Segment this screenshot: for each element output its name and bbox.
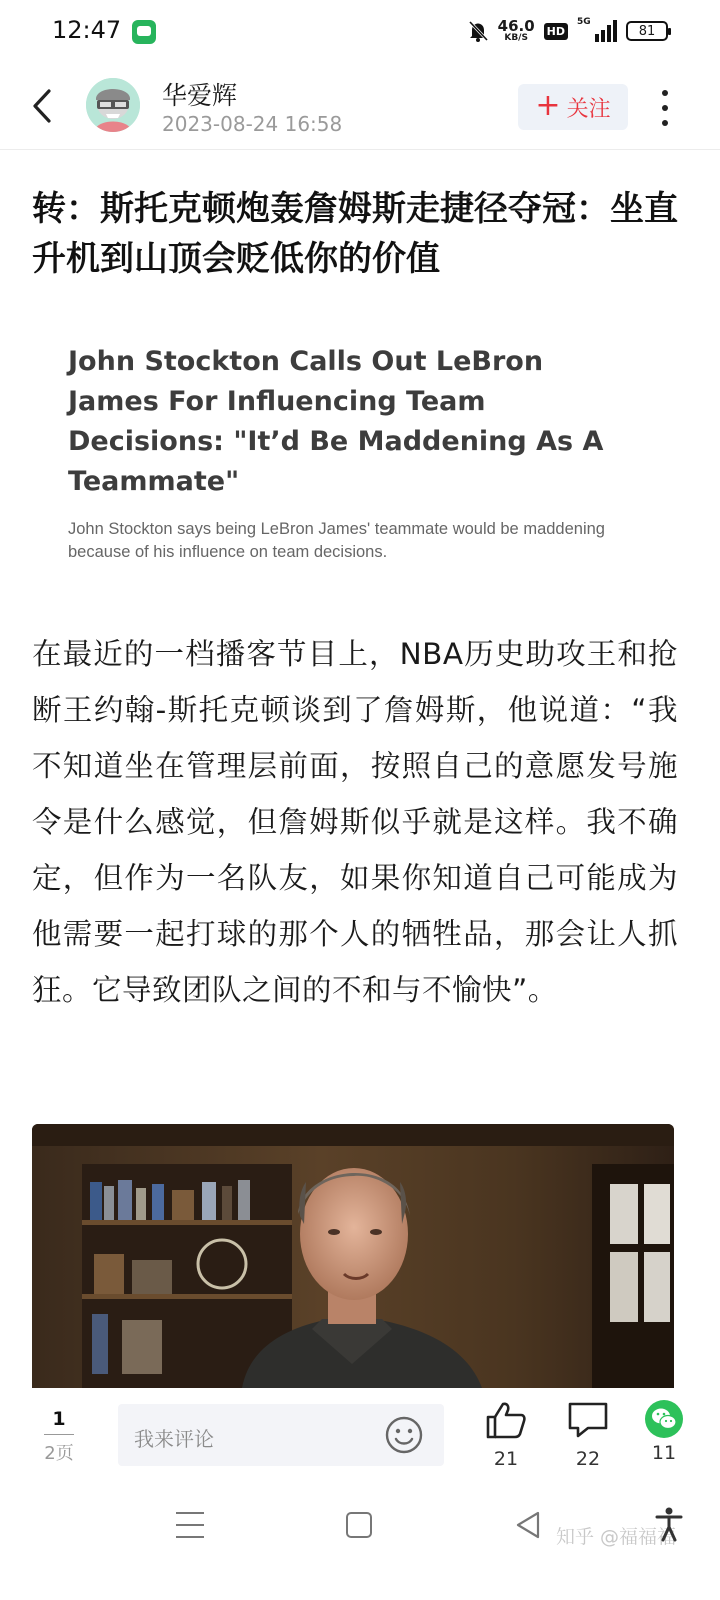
signal-icon (577, 17, 617, 42)
page-current: 1 (52, 1408, 66, 1430)
like-count: 21 (493, 1448, 519, 1470)
article-body: 在最近的一档播客节目上，NBA历史助攻王和抢断王约翰-斯托克顿谈到了詹姆斯，他说道：“我不知道坐在管理层前面，按照自己的意愿发号施令是什么感觉，但詹姆斯似乎就是这样。我不确定，但作为一名队友，如果你知道自己可能成为他需要一起打球的那个人的牺牲品，那会让人抓狂。它导致团队之间的不和与不愉快”。 (32, 637, 678, 1007)
emoji-icon[interactable] (384, 1415, 424, 1455)
battery-icon (626, 21, 668, 41)
author-name[interactable]: 华爱辉 (162, 81, 238, 110)
system-nav-bar (0, 1484, 720, 1600)
message-app-icon (132, 20, 156, 44)
watermark: 知乎 @福福福 (556, 1526, 677, 1548)
status-indicators (467, 16, 668, 46)
follow-label: 关注 (566, 96, 611, 122)
hd-badge: HD (544, 23, 568, 40)
back-arrow-icon (31, 88, 53, 124)
bell-off-icon (467, 20, 489, 42)
embedded-headline-image[interactable] (56, 330, 616, 580)
battery-level: 81 (638, 23, 656, 39)
embedded-subtitle: John Stockton says being LeBron James' teammate would be maddening because of his influence on team decisions. (68, 520, 605, 561)
net-speed-value: 46.0 (497, 17, 535, 35)
article-photo[interactable] (32, 1124, 674, 1388)
wechat-icon (645, 1400, 683, 1438)
net-speed-unit: KB/S (504, 33, 528, 43)
back-triangle-icon[interactable] (514, 1510, 542, 1540)
post-header (0, 62, 720, 150)
wechat-share-button[interactable] (634, 1400, 694, 1464)
menu-icon[interactable] (176, 1512, 204, 1538)
comment-button[interactable] (558, 1400, 618, 1470)
network-label: 5G (577, 17, 591, 27)
avatar[interactable] (86, 78, 140, 132)
page-total: 2页 (44, 1443, 74, 1464)
like-button[interactable] (476, 1400, 536, 1470)
comment-count: 22 (575, 1448, 601, 1470)
bottom-action-bar (0, 1388, 720, 1484)
follow-button[interactable] (518, 84, 628, 130)
comment-icon (566, 1400, 610, 1440)
status-bar (0, 0, 720, 62)
thumbs-up-icon (484, 1400, 528, 1440)
net-speed (498, 19, 535, 43)
page-indicator[interactable] (36, 1408, 82, 1465)
back-button[interactable] (24, 82, 60, 130)
more-vertical-icon[interactable] (650, 86, 680, 130)
article-title: 转：斯托克顿炮轰詹姆斯走捷径夺冠：坐直升机到山顶会贬低你的价值 (32, 189, 678, 279)
plus-icon: + (535, 88, 561, 123)
comment-placeholder: 我来评论 (134, 1427, 214, 1451)
embedded-headline: John Stockton Calls Out LeBron James For Influencing Team Decisions: "It’d Be Maddening As A Teammate" (68, 346, 604, 497)
home-icon[interactable] (346, 1512, 372, 1538)
share-count: 11 (651, 1442, 677, 1464)
status-time: 12:47 (52, 16, 122, 44)
comment-input[interactable] (118, 1404, 444, 1466)
accessibility-icon[interactable] (654, 1506, 684, 1542)
post-time: 2023-08-24 16:58 (162, 112, 343, 136)
